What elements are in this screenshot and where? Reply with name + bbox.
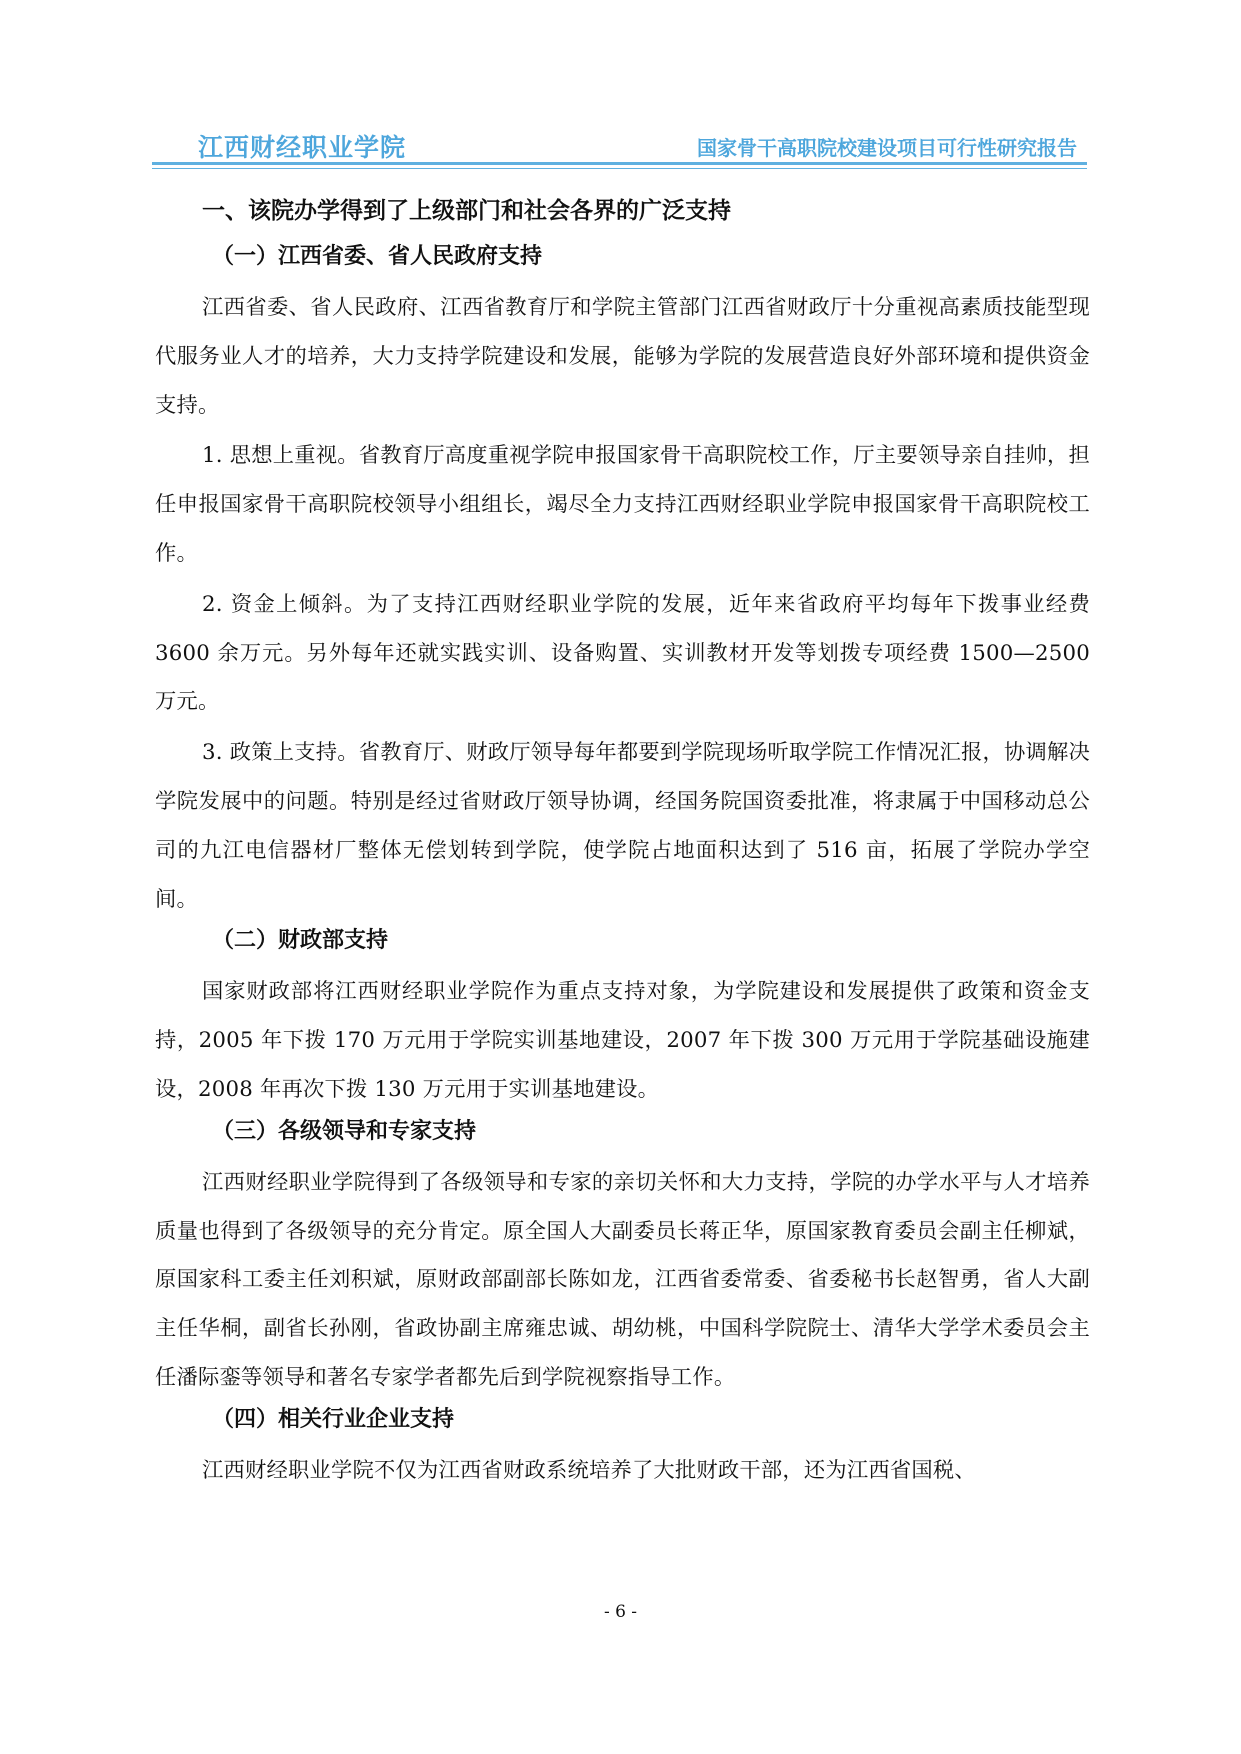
- section-title: 一、该院办学得到了上级部门和社会各界的广泛支持: [202, 198, 731, 224]
- header-report-title: 国家骨干高职院校建设项目可行性研究报告: [697, 136, 1077, 160]
- paragraph-sub4: 江西财经职业学院不仅为江西省财政系统培养了大批财政干部，还为江西省国税、: [202, 1457, 976, 1483]
- header-institution-name: 江西财经职业学院: [198, 133, 407, 162]
- paragraph-sub1-intro: 江西省委、省人民政府、江西省教育厅和学院主管部门江西省财政厅十分重视高素质技能型现代服务业人才的培养，大力支持学院建设和发展，能够为学院的发展营造良好外部环境和提供资金支持。: [155, 295, 1090, 418]
- subsection-title-4: （四）相关行业企业支持: [212, 1406, 455, 1432]
- subsection-title-1: （一）江西省委、省人民政府支持: [212, 244, 543, 269]
- paragraph-sub3: 江西财经职业学院得到了各级领导和专家的亲切关怀和大力支持，学院的办学水平与人才培养质量也得到了各级领导的充分肯定。原全国人大副委员长蒋正华，原国家教育委员会副主任柳斌，原国家科工委主任刘积斌，原财政部副部长陈如龙，江西省委常委、省委秘书长赵智勇，省人大副主任华桐，副省长孙刚，省政协副主席雍忠诚、胡幼桃，中国科学院院士、清华大学学术委员会主任潘际銮等领导和著名专家学者都先后到学院视察指导工作。: [155, 1169, 1090, 1390]
- page-header: [152, 118, 1087, 170]
- paragraph-sub1-item1: 1. 思想上重视。省教育厅高度重视学院申报国家骨干高职院校工作，厅主要领导亲自挂帅，担任申报国家骨干高职院校领导小组组长，竭尽全力支持江西财经职业学院申报国家骨干高职院校工作。: [155, 443, 1090, 566]
- paragraph-sub1-item3: 3. 政策上支持。省教育厅、财政厅领导每年都要到学院现场听取学院工作情况汇报，协调解决学院发展中的问题。特别是经过省财政厅领导协调，经国务院国资委批准，将隶属于中国移动总公司的九江电信器材厂整体无偿划转到学院，使学院占地面积达到了 516 亩，拓展了学院办学空间。: [155, 740, 1090, 912]
- header-rule-secondary: [152, 168, 1087, 169]
- page-body: [155, 196, 1090, 1498]
- paragraph-sub2: 国家财政部将江西财经职业学院作为重点支持对象，为学院建设和发展提供了政策和资金支持，2005 年下拨 170 万元用于学院实训基地建设，2007 年下拨 300 万元用于学院基础设施建设，2008 年再次下拨 130 万元用于实训基地建设。: [155, 979, 1090, 1102]
- page-number: - 6 -: [603, 1602, 638, 1622]
- subsection-title-3: （三）各级领导和专家支持: [212, 1118, 477, 1144]
- header-rule: [152, 162, 1087, 165]
- paragraph-sub1-item2: 2. 资金上倾斜。为了支持江西财经职业学院的发展，近年来省政府平均每年下拨事业经费 3600 余万元。另外每年还就实践实训、设备购置、实训教材开发等划拨专项经费 1500—2500 万元。: [155, 591, 1090, 715]
- subsection-title-2: （二）财政部支持: [212, 928, 389, 954]
